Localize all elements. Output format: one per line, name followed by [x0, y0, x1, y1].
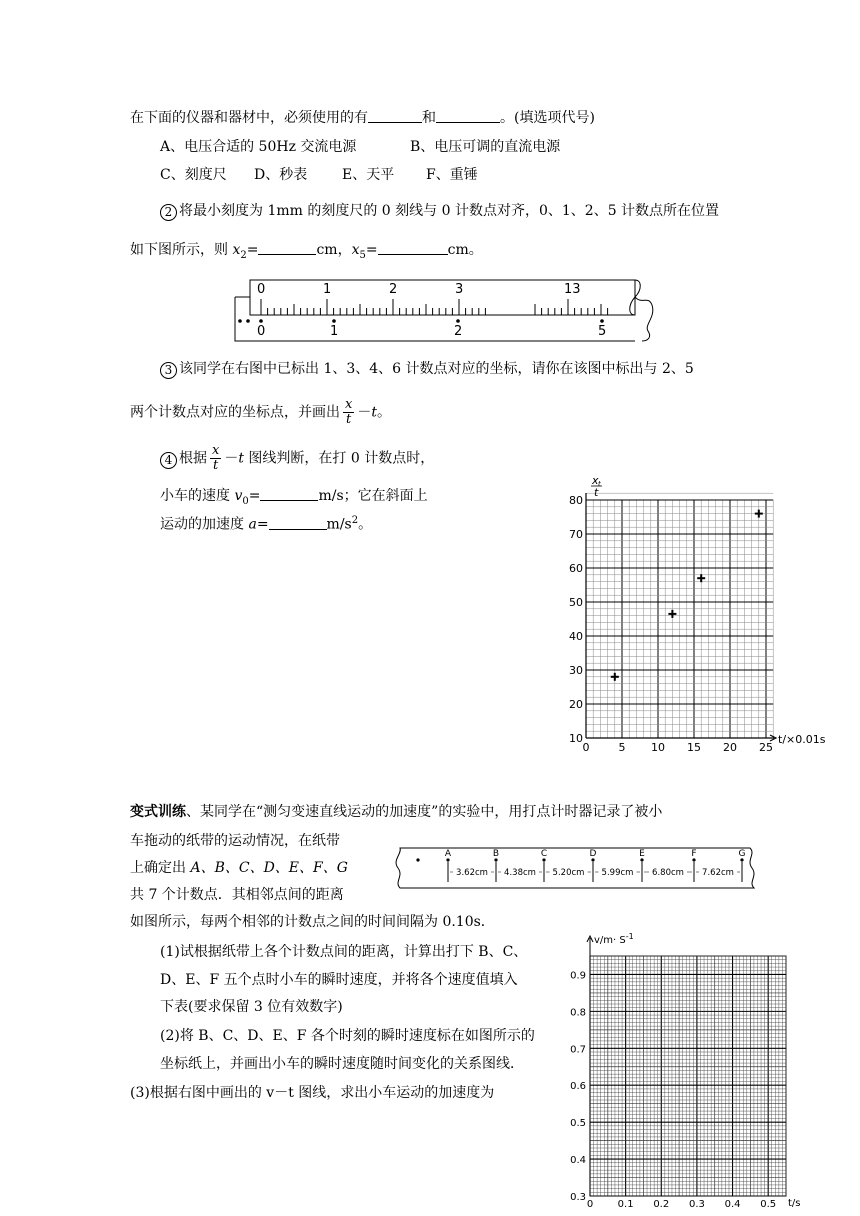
- y-tick-label: 80: [569, 494, 583, 507]
- x-tick-label: 10: [651, 741, 665, 754]
- tape-distance-label: 7.62cm: [702, 868, 734, 878]
- x-tick-label: 0.5: [760, 1199, 777, 1210]
- y-axis-label: $v/m\cdot S^{-1}$: [594, 932, 634, 946]
- tape-dot: [238, 319, 242, 323]
- tape-point-label: B: [492, 849, 500, 859]
- fraction-numerator: x: [212, 443, 220, 458]
- fraction-denominator: t: [346, 412, 352, 427]
- superscript: 2: [351, 515, 359, 526]
- answer-blank[interactable]: [269, 517, 327, 530]
- var-t: t: [238, 450, 244, 467]
- minus: －: [224, 450, 239, 467]
- y-axis-label-denominator: t: [594, 486, 599, 499]
- var-v: v: [234, 488, 243, 504]
- equals: =: [246, 242, 259, 258]
- step4-line1: [160, 444, 434, 473]
- question-text: 和: [422, 110, 436, 126]
- tape-dot: [246, 319, 250, 323]
- step-text: 将最小刻度为 1mm 的刻度尺的 0 刻线与 0 计数点对齐，0、1、2、5 计数点所在位置: [179, 203, 720, 219]
- x-tick-label: 0.3: [688, 1199, 705, 1210]
- x-tick-label: 0: [586, 1199, 594, 1210]
- tape-dot: [332, 319, 336, 323]
- variant-title: 变式训练: [130, 804, 186, 820]
- x-axis-label: t/×0.01s: [778, 733, 826, 746]
- x-axis-label: t/s: [788, 1198, 801, 1209]
- ruler-label: 2: [389, 282, 398, 297]
- q3-line1: (3)根据右图中画出的 v－t 图线，求出小车运动的加速度为: [130, 1085, 495, 1101]
- ruler-label: 1: [323, 282, 332, 297]
- ruler-label: 0: [257, 282, 266, 297]
- x-tick-label: 15: [687, 741, 701, 754]
- x-tick-label: 0.2: [653, 1199, 670, 1210]
- x-tick-label: 25: [759, 741, 773, 754]
- option-e: E、天平: [342, 167, 395, 183]
- question-line: [130, 110, 595, 125]
- period: 。: [358, 516, 373, 533]
- step2-line1: [160, 204, 719, 221]
- y-tick-label: 0.8: [570, 1007, 586, 1019]
- unit: cm。: [447, 242, 483, 258]
- answer-blank[interactable]: [378, 242, 448, 255]
- var-t: t: [371, 404, 377, 421]
- paper-tape-outline: [235, 297, 635, 341]
- tape-point-label: A: [444, 849, 452, 859]
- fraction-denominator: t: [213, 458, 219, 473]
- step2-line2: [130, 242, 483, 261]
- y-tick-label: 0.5: [570, 1118, 586, 1130]
- y-axis-label-numerator: x: [592, 474, 599, 487]
- x-tick-label: 5: [618, 741, 626, 754]
- var-x: x: [351, 242, 360, 258]
- tape-dot: [600, 319, 604, 323]
- option-b: B、电压可调的直流电源: [410, 139, 561, 155]
- y-tick-label: 0.9: [570, 970, 586, 982]
- ruler-label: 3: [455, 282, 464, 297]
- x-tick-label: 0.1: [617, 1199, 634, 1210]
- step-text: 两个计数点对应的坐标点，并画出: [130, 404, 340, 421]
- data-point: [611, 673, 619, 681]
- step4-line2: [160, 488, 428, 507]
- tape-distance-label: 4.38cm: [504, 868, 536, 878]
- tape-point-label: D: [589, 849, 597, 859]
- tape-point-label: F: [691, 849, 697, 859]
- variant-line3: [130, 861, 348, 875]
- x-tick-label: 20: [723, 741, 737, 754]
- step4-line3: [160, 516, 372, 532]
- y-tick-label: 30: [569, 664, 583, 677]
- variant-line4: 共 7 个计数点．其相邻点间的距离: [130, 887, 344, 903]
- option-c: C、刻度尺: [160, 167, 227, 183]
- v-t-graph: [560, 930, 820, 1210]
- tape-dot: [259, 319, 263, 323]
- y-tick-label: 0.4: [570, 1155, 586, 1167]
- step-text: 小车的速度: [160, 488, 235, 504]
- minus: －: [357, 404, 372, 421]
- circled-number: 2: [160, 204, 177, 221]
- data-point: [755, 510, 763, 518]
- fraction-x-over-t: [343, 398, 354, 427]
- step-text: 运动的加速度: [160, 516, 249, 533]
- variant-line1: [130, 805, 662, 819]
- tape-distance-label: 5.20cm: [552, 868, 585, 878]
- count-point-label: 5: [598, 324, 607, 339]
- equals: =: [365, 242, 378, 258]
- variant-letters: A、B、C、D、E、F、G: [190, 860, 348, 876]
- answer-blank[interactable]: [368, 110, 422, 123]
- option-f: F、重锤: [426, 167, 478, 183]
- var-a: a: [248, 516, 257, 533]
- answer-blank[interactable]: [436, 110, 500, 123]
- x-tick-label: 0.4: [724, 1199, 741, 1210]
- variant-line5: 如图所示，每两个相邻的计数点之间的时间间隔为 0.10s．: [130, 914, 495, 930]
- question-text: 在下面的仪器和器材中，必须使用的有: [130, 110, 368, 126]
- step-text: 该同学在右图中已标出 1、3、4、6 计数点对应的坐标，请你在该图中标出与 2、5: [179, 361, 694, 377]
- equals: =: [256, 516, 269, 533]
- y-tick-label: 60: [569, 562, 583, 575]
- variant-line2: 车拖动的纸带的运动情况，在纸带: [130, 833, 340, 849]
- count-point-label: 2: [454, 324, 463, 339]
- period: 。: [376, 404, 391, 421]
- unit: m/s；它在斜面上: [318, 488, 428, 504]
- var-x: x: [232, 242, 241, 258]
- step3-line1: [160, 362, 694, 379]
- q1-line3: 下表(要求保留 3 位有效数字): [160, 999, 343, 1015]
- variant-text: 、某同学在“测匀变速直线运动的加速度”的实验中，用打点计时器记录了被小: [186, 804, 663, 820]
- q2-line2: 坐标纸上，并画出小车的瞬时速度随时间变化的关系图线．: [160, 1056, 524, 1072]
- x-tick-label: 0: [582, 741, 590, 754]
- q1-line1: (1)试根据纸带上各个计数点间的距离，计算出打下 B、C、: [160, 944, 528, 960]
- unit: m/s: [326, 516, 352, 533]
- y-tick-label: 0.7: [570, 1044, 586, 1056]
- option-d: D、秒表: [254, 167, 308, 183]
- y-tick-label: 50: [569, 596, 583, 609]
- option-a: A、电压合适的 50Hz 交流电源: [160, 139, 357, 155]
- step-text: 图线判断，在打 0 计数点时，: [243, 450, 435, 467]
- graph-paper: [590, 956, 786, 1196]
- count-point-label: 0: [257, 324, 266, 339]
- step3-line2: [130, 398, 391, 427]
- tape-distance-label: 5.99cm: [601, 868, 634, 878]
- subscript: 2: [240, 249, 247, 261]
- tape-point-label: E: [639, 849, 645, 859]
- answer-blank[interactable]: [258, 242, 316, 255]
- subscript: 0: [242, 495, 249, 507]
- y-tick-label: 70: [569, 528, 583, 541]
- xt-over-t-graph: [560, 475, 840, 760]
- y-axis-label-subscript: t: [598, 480, 601, 488]
- data-point: [668, 610, 676, 618]
- question-text: 。(填选项代号): [500, 110, 595, 126]
- tape-dot: [416, 858, 419, 861]
- y-tick-label: 10: [569, 732, 583, 745]
- tape-break: [635, 297, 653, 341]
- tape-distance-label: 6.80cm: [652, 868, 684, 878]
- unit: cm，: [316, 242, 352, 258]
- q2-line1: (2)将 B、C、D、E、F 各个时刻的瞬时速度标在如图所示的: [160, 1028, 535, 1044]
- tape-point-label: C: [540, 849, 548, 859]
- circled-number: 3: [160, 362, 177, 379]
- subscript: 5: [359, 249, 366, 261]
- answer-blank[interactable]: [260, 488, 318, 501]
- y-tick-label: 0.3: [570, 1192, 586, 1203]
- fraction-x-over-t: [210, 444, 221, 473]
- ruler-figure: [230, 275, 660, 350]
- fraction-numerator: x: [345, 397, 353, 412]
- tape-distance-label: 3.62cm: [456, 868, 488, 878]
- y-tick-label: 20: [569, 698, 583, 711]
- tape-dot: [456, 319, 460, 323]
- q1-line2: D、E、F 五个点时小车的瞬时速度，并将各个速度值填入: [160, 972, 518, 988]
- circled-number: 4: [160, 452, 177, 469]
- data-point: [697, 574, 705, 582]
- tape-point-label: G: [738, 849, 746, 859]
- count-point-label: 1: [330, 324, 339, 339]
- paper-tape-figure: [380, 842, 765, 894]
- step-text: 如下图所示，则: [130, 242, 233, 258]
- y-tick-label: 0.6: [570, 1081, 586, 1093]
- ruler-label: 13: [564, 282, 581, 297]
- y-tick-label: 40: [569, 630, 583, 643]
- equals: =: [248, 488, 261, 504]
- step-text: 根据: [179, 450, 207, 467]
- variant-text: 上确定出: [130, 860, 191, 876]
